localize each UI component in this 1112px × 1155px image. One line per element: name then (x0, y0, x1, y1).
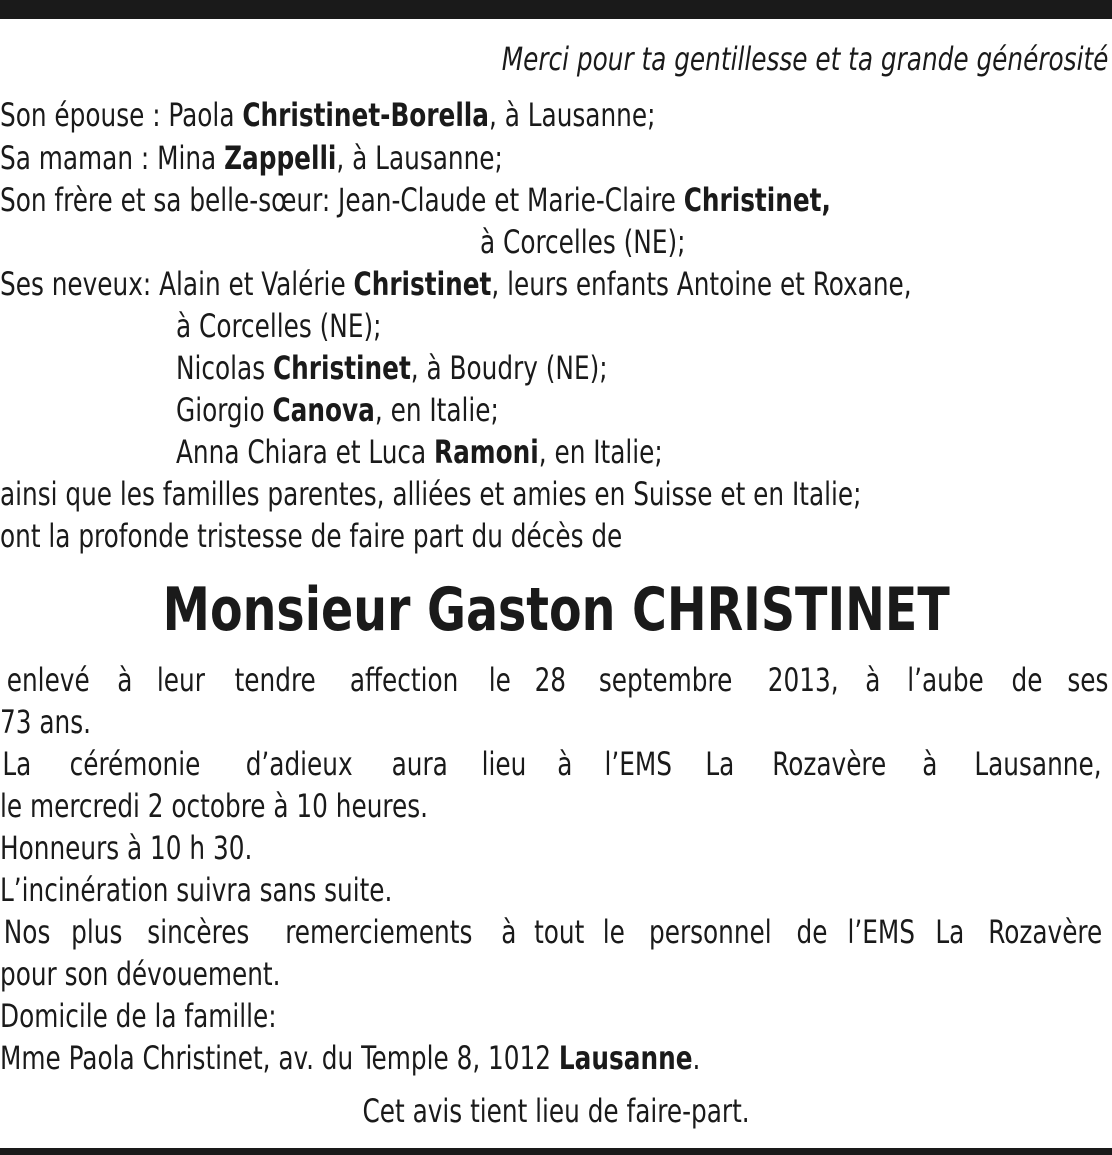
justified-word: septembre (598, 661, 732, 699)
justified-word: tout (533, 913, 585, 951)
justified-word: d’adieux (245, 745, 353, 783)
justified-word: enlevé (6, 661, 90, 699)
family-line-mother: Sa maman : Mina Zappelli, à Lausanne; (0, 139, 503, 177)
justified-word: Rozavère (988, 913, 1103, 951)
justified-word: aura (391, 745, 448, 783)
justified-word: de (796, 913, 828, 951)
family-line-brother-place: à Corcelles (NE); (480, 223, 686, 261)
bottom-rule (0, 1148, 1112, 1155)
justified-word: tendre (234, 661, 316, 699)
body-line-honneurs: Honneurs à 10 h 30. (0, 829, 253, 867)
body-line-incineration: L’incinération suivra sans suite. (0, 871, 393, 909)
family-line-nicolas: Nicolas Christinet, à Boudry (NE); (176, 349, 608, 387)
justified-word: de (1011, 661, 1043, 699)
justified-word: ses (1067, 661, 1109, 699)
family-line-anna: Anna Chiara et Luca Ramoni, en Italie; (176, 433, 663, 471)
announcement-line: ont la profonde tristesse de faire part du décès de (0, 517, 623, 555)
justified-word: à (556, 745, 573, 783)
justified-word: La (705, 745, 735, 783)
justified-word: le (602, 913, 625, 951)
justified-word: à (116, 661, 133, 699)
body-line-thanks (0, 913, 1112, 951)
body-line-1b: 73 ans. (0, 703, 91, 741)
justified-word: à (500, 913, 517, 951)
justified-word: Lausanne, (974, 745, 1102, 783)
justified-word: Rozavère (771, 745, 886, 783)
family-line-brother: Son frère et sa belle-sœur: Jean-Claude et Marie-Claire Christinet, (0, 181, 831, 219)
body-line-2b: le mercredi 2 octobre à 10 heures. (0, 787, 428, 825)
family-line-giorgio: Giorgio Canova, en Italie; (176, 391, 499, 429)
justified-word: La (935, 913, 965, 951)
body-line-2 (0, 745, 1112, 783)
justified-word: sincères (146, 913, 249, 951)
justified-word: 28 (534, 661, 566, 699)
justified-word: La (2, 745, 32, 783)
body-line-domicile: Domicile de la famille: (0, 997, 277, 1035)
epigraph: Merci pour ta gentillesse et ta grande générosité (501, 40, 1108, 78)
top-rule (0, 0, 1112, 19)
family-line-spouse: Son épouse : Paola Christinet-Borella, à Lausanne; (0, 96, 656, 134)
justified-word: à (864, 661, 881, 699)
justified-word: l’EMS (847, 913, 916, 951)
body-line-address: Mme Paola Christinet, av. du Temple 8, 1012 Lausanne. (0, 1039, 701, 1077)
family-line-nephews: Ses neveux: Alain et Valérie Christinet, leurs enfants Antoine et Roxane, (0, 265, 912, 303)
justified-word: affection (350, 661, 459, 699)
justified-word: 2013, (767, 661, 839, 699)
justified-word: lieu (481, 745, 527, 783)
justified-word: Nos (3, 913, 51, 951)
justified-word: remerciements (284, 913, 473, 951)
justified-word: l’EMS (604, 745, 672, 783)
deceased-name: Monsieur Gaston CHRISTINET (162, 575, 950, 645)
justified-word: le (488, 661, 511, 699)
body-line-thanks-b: pour son dévouement. (0, 955, 281, 993)
family-line-relatives: ainsi que les familles parentes, alliées et amies en Suisse et en Italie; (0, 475, 862, 513)
justified-word: personnel (648, 913, 772, 951)
justified-word: l’aube (906, 661, 984, 699)
closing-note: Cet avis tient lieu de faire-part. (362, 1092, 750, 1130)
justified-word: à (921, 745, 938, 783)
justified-word: leur (156, 661, 205, 699)
family-line-nephews-place: à Corcelles (NE); (176, 307, 382, 345)
justified-word: plus (70, 913, 122, 951)
body-line-1 (0, 661, 1112, 699)
justified-word: cérémonie (69, 745, 201, 783)
